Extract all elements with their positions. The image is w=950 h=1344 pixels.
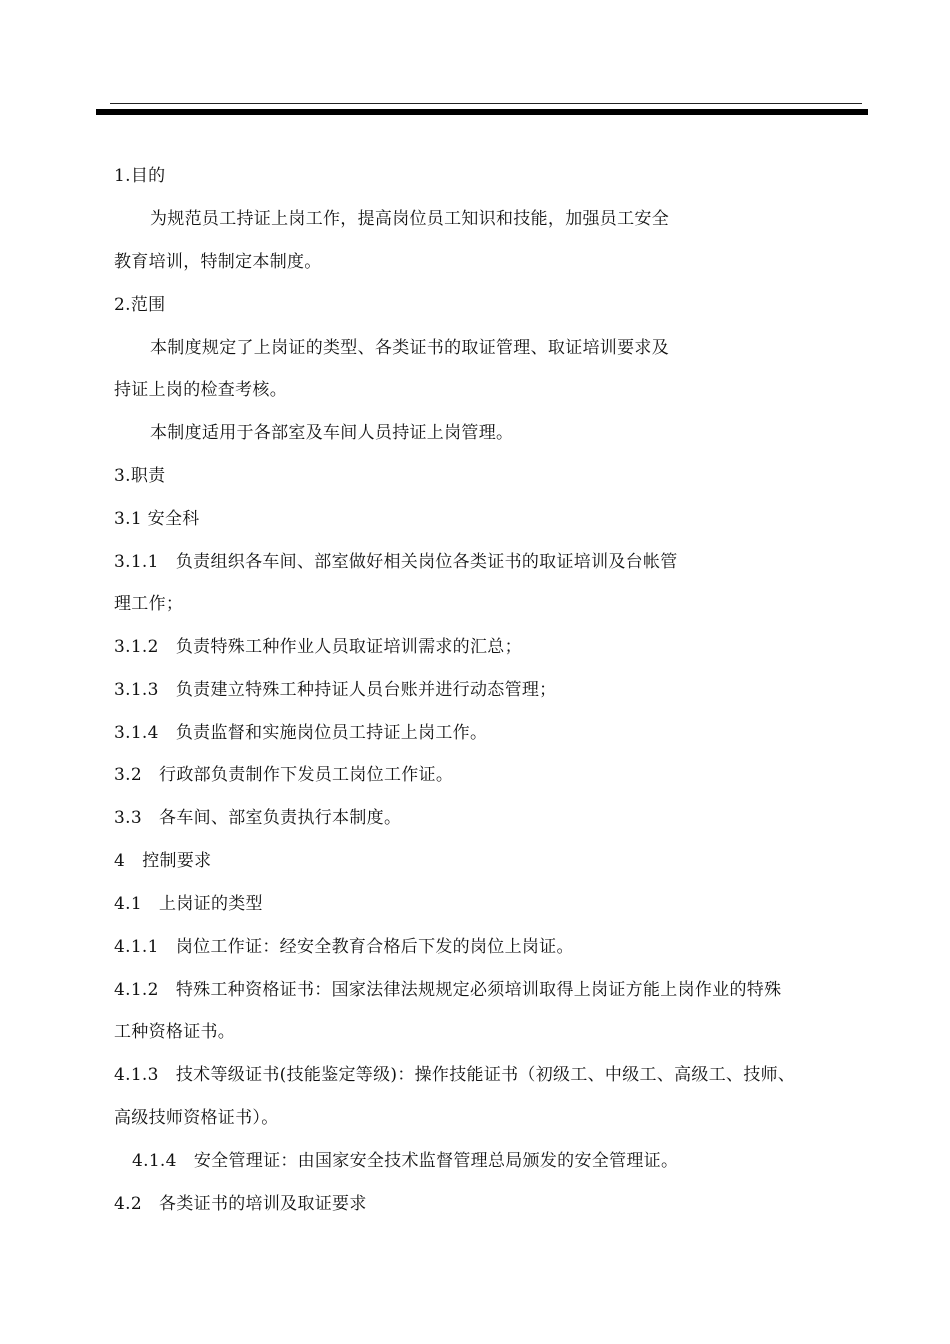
clause-line: 4.1.1 岗位工作证：经安全教育合格后下发的岗位上岗证。: [114, 937, 574, 957]
clause-line: 3.3 各车间、部室负责执行本制度。: [114, 808, 402, 828]
paragraph-line: 教育培训，特制定本制度。: [114, 252, 322, 272]
subsection-heading: 4.2 各类证书的培训及取证要求: [114, 1194, 367, 1214]
subsection-heading: 4.1 上岗证的类型: [114, 894, 263, 914]
clause-line: 3.1.2 负责特殊工种作业人员取证培训需求的汇总；: [114, 637, 522, 657]
clause-line: 理工作；: [114, 594, 184, 614]
clause-line: 4.1.4 安全管理证：由国家安全技术监督管理总局颁发的安全管理证。: [132, 1151, 679, 1171]
section-heading-scope: 2.范围: [114, 295, 166, 315]
paragraph-line: 本制度规定了上岗证的类型、各类证书的取证管理、取证培训要求及: [150, 338, 669, 358]
clause-line: 工种资格证书。: [114, 1022, 236, 1042]
clause-line: 3.1.3 负责建立特殊工种持证人员台账并进行动态管理；: [114, 680, 557, 700]
clause-line: 3.2 行政部负责制作下发员工岗位工作证。: [114, 765, 454, 785]
paragraph-line: 持证上岗的检查考核。: [114, 380, 287, 400]
clause-line: 3.1.4 负责监督和实施岗位员工持证上岗工作。: [114, 723, 488, 743]
clause-line: 3.1.1 负责组织各车间、部室做好相关岗位各类证书的取证培训及台帐管: [114, 552, 678, 572]
clause-line: 4.1.2 特殊工种资格证书：国家法律法规规定必须培训取得上岗证方能上岗作业的特殊: [114, 980, 782, 1000]
clause-line: 高级技师资格证书）。: [114, 1108, 279, 1128]
section-heading-responsibilities: 3.职责: [114, 466, 166, 486]
clause-line: 4.1.3 技术等级证书(技能鉴定等级)：操作技能证书（初级工、中级工、高级工、技师、: [114, 1065, 796, 1085]
section-heading-purpose: 1.目的: [114, 166, 166, 186]
subsection-heading: 3.1 安全科: [114, 509, 200, 529]
section-heading-control: 4 控制要求: [114, 851, 212, 871]
paragraph-line: 为规范员工持证上岗工作，提高岗位员工知识和技能，加强员工安全: [150, 209, 669, 229]
paragraph-line: 本制度适用于各部室及车间人员持证上岗管理。: [150, 423, 514, 443]
